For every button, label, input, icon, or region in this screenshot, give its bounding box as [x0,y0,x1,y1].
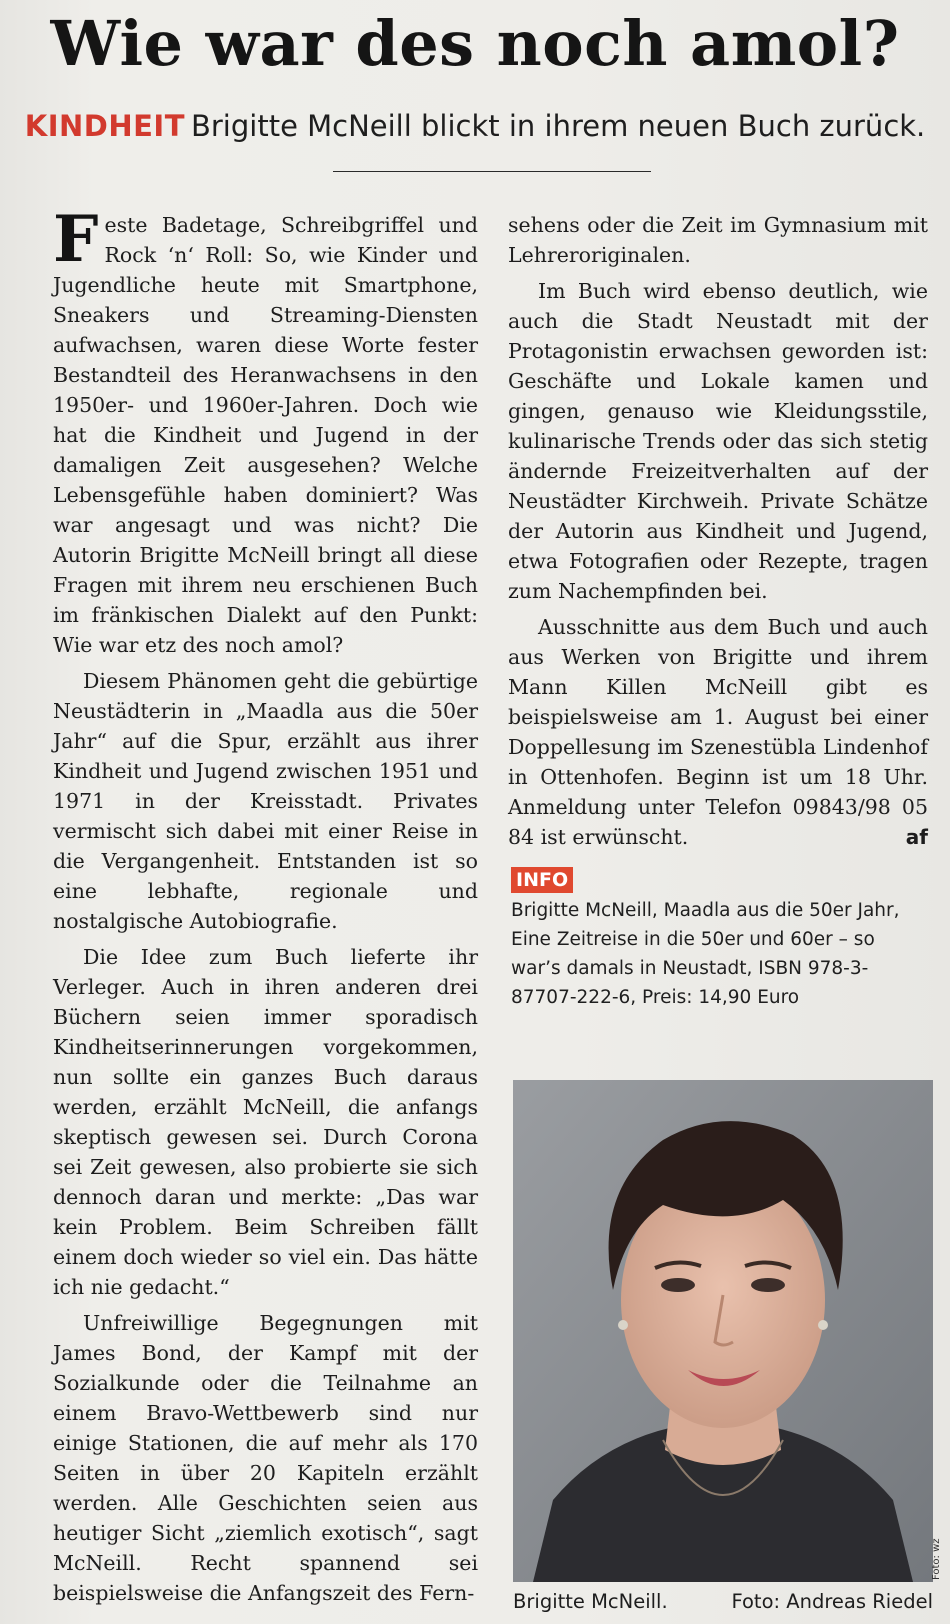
kicker: KINDHEIT [24,109,185,143]
article-paragraph: Die Idee zum Buch lieferte ihr Verleger. Auch in ihren anderen drei Büchern seien immer sporadisch Kindheitserinnerungen vorgekommen, nun sollte ein ganzes Buch daraus werden, erzählt McNeill, die anfangs skeptisch gewesen sei. Durch Corona sei Zeit gewesen, also probierte sie sich dennoch daran und merkte: „Das war kein Problem. Beim Schreiben fällt einem doch wieder so viel ein. Das hätte ich nie gedacht.“ [53,945,478,1299]
article-paragraph [53,202,478,660]
info-text: Brigitte McNeill, Maadla aus die 50er Jahr, Eine Zeitreise in die 50er und 60er – so war’s damals in Neustadt, ISBN 978-3-87707-222-6, Preis: 14,90 Euro [511,900,900,1008]
article-paragraph: Im Buch wird ebenso deutlich, wie auch die Stadt Neustadt mit der Protagonistin erwachsen geworden ist: Geschäfte und Lokale kamen und gingen, genauso wie Kleidungsstile, kulinarische Trends oder das sich stetig ändernde Freizeitverhalten auf der Neustädter Kirchweih. Private Schätze der Autorin aus Kindheit und Jugend, etwa Fotografien oder Rezepte, tragen zum Nachempfinden bei. [508,279,928,603]
headline: Wie war des noch amol? [50,7,900,80]
article-paragraph [508,612,928,852]
info-box [511,866,929,1012]
info-badge: INFO [511,867,573,893]
article-column-right [508,210,928,852]
photo-caption [513,1588,933,1616]
subline [0,104,950,148]
article-paragraph: sehens oder die Zeit im Gymnasium mit Lehreroriginalen. [508,213,928,267]
photo-side-credit: Foto: wz [931,1538,942,1580]
subline-text: Brigitte McNeill blickt in ihrem neuen Buch zurück. [190,109,926,143]
article-paragraph: Unfreiwillige Begegnungen mit James Bond, der Kampf mit der Sozialkunde oder die Teilnahme an einem Bravo-Wettbewerb sind nur einige Stationen, die auf mehr als 170 Seiten in über 20 Kapiteln erzählt werden. Alle Geschichten seien aus heutiger Sicht „ziemlich exotisch“, sagt McNeill. Recht spannend sei beispielsweise die Anfangszeit des Fern- [53,1311,478,1605]
drop-cap: F [53,202,99,277]
paragraph-text: este Badetage, Schreibgriffel und Rock ‘n‘ Roll: So, wie Kinder und Jugendliche heute mit Smartphone, Sneakers und Streaming-Diensten aufwachsen, waren diese Worte fester Bestandteil des Heranwachsens in den 1950er- und 1960er-Jahren. Doch wie hat die Kindheit und Jugend in der damaligen Zeit ausgesehen? Welche Lebensgefühle haben dominiert? Was war angesagt und was nicht? Die Autorin Brigitte McNeill bringt all diese Fragen mit ihrem neu erschienen Buch im fränkischen Dialekt auf den Punkt: Wie war etz des noch amol? [53,213,478,657]
divider-rule [333,171,651,172]
portrait-photo [513,1080,933,1582]
paragraph-text: Ausschnitte aus dem Buch und auch aus Werken von Brigitte und ihrem Mann Killen McNeill gibt es beispielsweise am 1. August bei einer Doppellesung im Szenestübla Lindenhof in Ottenhofen. Beginn ist um 18 Uhr. Anmeldung unter Telefon 09843/98 05 84 ist erwünscht. [508,615,928,849]
article-column-left [53,202,478,1608]
author-byline: af [905,825,928,849]
caption-name: Brigitte McNeill. [513,1590,668,1613]
caption-credit: Foto: Andreas Riedel [731,1590,933,1613]
portrait-illustration [513,1080,933,1582]
article-paragraph: Diesem Phänomen geht die gebürtige Neustädterin in „Maadla aus die 50er Jahr“ auf die Spur, erzählt aus ihrer Kindheit und Jugend zwischen 1951 und 1971 in der Kreisstadt. Privates vermischt sich dabei mit einer Reise in die Vergangenheit. Entstanden ist so eine lebhafte, regionale und nostalgische Autobiografie. [53,669,478,933]
